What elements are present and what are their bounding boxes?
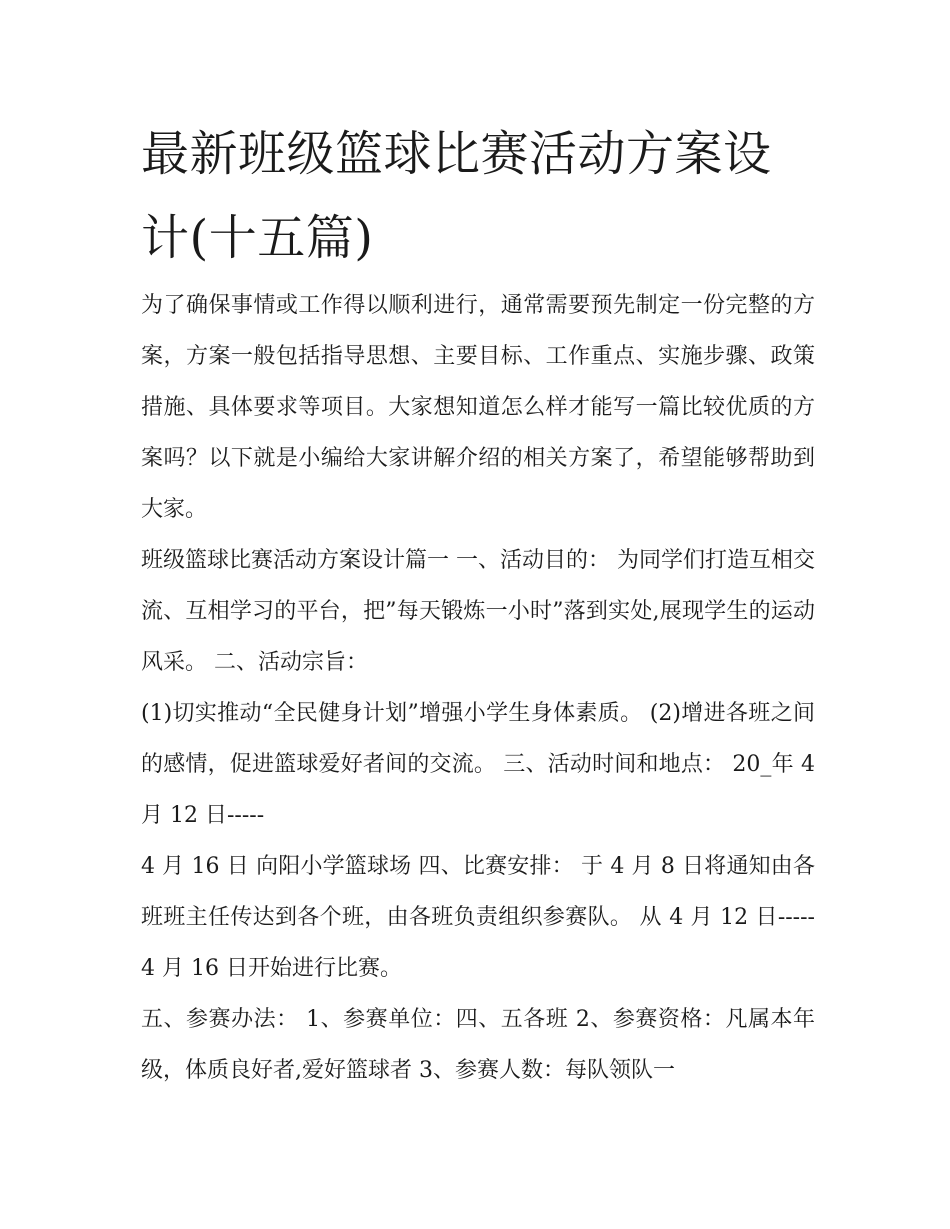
paragraph-purpose: (1)切实推动“全民健身计划”增强小学生身体素质。 (2)增进各班之间的感情，促进篮球爱好者间的交流。 三、活动时间和地点： 20_年 4 月 12 日----- — [141, 701, 815, 828]
document-title: 最新班级篮球比赛活动方案设计(十五篇) — [141, 126, 772, 266]
document-page — [141, 112, 815, 1096]
paragraph-section-one: 班级篮球比赛活动方案设计篇一 一、活动目的： 为同学们打造互相交流、互相学习的平台，把”每天锻炼一小时”落到实处,展现学生的运动风采。 二、活动宗旨： — [141, 548, 815, 675]
paragraph-schedule: 4 月 16 日 向阳小学篮球场 四、比赛安排： 于 4 月 8 日将通知由各班班主任传达到各个班，由各班负责组织参赛队。 从 4 月 12 日-----4 月 16 日开始进行比赛。 — [141, 854, 815, 981]
paragraph-entry-rules: 五、参赛办法： 1、参赛单位：四、五各班 2、参赛资格：凡属本年级，体质良好者,爱好篮球者 3、参赛人数：每队领队一 — [141, 1007, 815, 1083]
paragraph-intro: 为了确保事情或工作得以顺利进行，通常需要预先制定一份完整的方案，方案一般包括指导思想、主要目标、工作重点、实施步骤、政策措施、具体要求等项目。大家想知道怎么样才能写一篇比较优质的方案吗？以下就是小编给大家讲解介绍的相关方案了，希望能够帮助到大家。 — [141, 293, 815, 522]
